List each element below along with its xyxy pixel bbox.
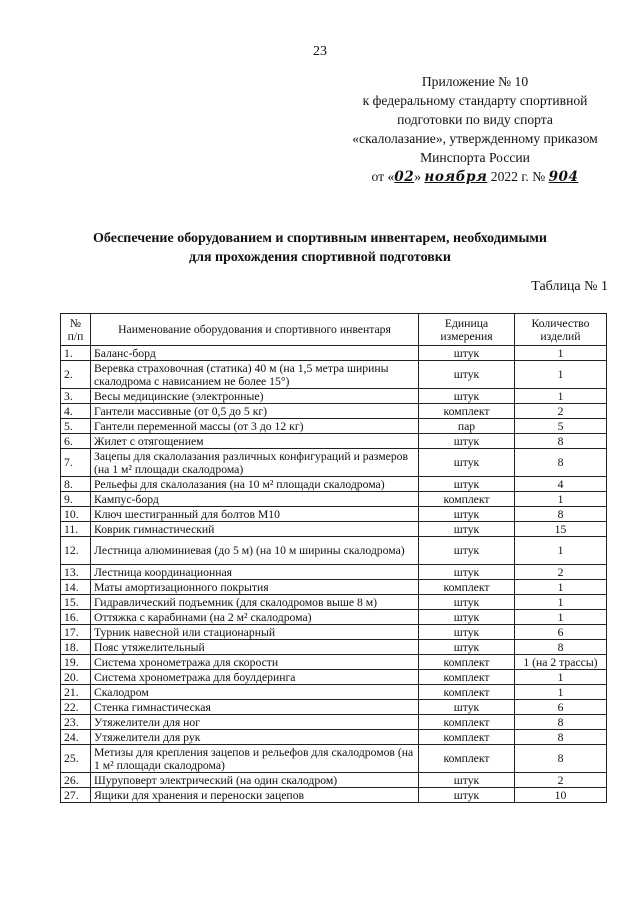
table-row (61, 346, 607, 361)
cell-name: Рельефы для скалолазания (на 10 м² площади скалодрома) (91, 477, 419, 492)
title-line: для прохождения спортивной подготовки (189, 250, 451, 265)
annex-line: подготовки по виду спорта (397, 112, 553, 127)
cell-unit: штук (419, 449, 515, 477)
cell-qty: 4 (515, 477, 607, 492)
cell-name: Стенка гимнастическая (91, 700, 419, 715)
cell-qty: 6 (515, 700, 607, 715)
table-body (61, 346, 607, 803)
cell-qty: 10 (515, 788, 607, 803)
cell-num: 24. (61, 730, 91, 745)
table-row (61, 404, 607, 419)
cell-num: 19. (61, 655, 91, 670)
cell-unit: штук (419, 507, 515, 522)
cell-num: 7. (61, 449, 91, 477)
header-unit: Единица измерения (419, 314, 515, 346)
cell-name: Оттяжка с карабинами (на 2 м² скалодрома) (91, 610, 419, 625)
cell-num: 6. (61, 434, 91, 449)
cell-num: 26. (61, 773, 91, 788)
cell-name: Кампус-борд (91, 492, 419, 507)
cell-num: 25. (61, 745, 91, 773)
table-row (61, 537, 607, 565)
cell-name: Зацепы для скалолазания различных конфигураций и размеров (на 1 м² площади скалодрома) (91, 449, 419, 477)
cell-unit: штук (419, 361, 515, 389)
table-header-row (61, 314, 607, 346)
cell-name: Коврик гимнастический (91, 522, 419, 537)
cell-name: Гантели массивные (от 0,5 до 5 кг) (91, 404, 419, 419)
table-row (61, 361, 607, 389)
cell-unit: штук (419, 434, 515, 449)
cell-name: Скалодром (91, 685, 419, 700)
header-qty: Количество изделий (515, 314, 607, 346)
handwritten-month: ноября (424, 169, 488, 185)
cell-qty: 8 (515, 730, 607, 745)
cell-name: Баланс-борд (91, 346, 419, 361)
table-caption: Таблица № 1 (531, 279, 608, 294)
table-row (61, 640, 607, 655)
cell-num: 17. (61, 625, 91, 640)
cell-num: 21. (61, 685, 91, 700)
date-prefix: от « (371, 169, 395, 184)
cell-num: 16. (61, 610, 91, 625)
cell-num: 11. (61, 522, 91, 537)
cell-qty: 5 (515, 419, 607, 434)
table-row (61, 655, 607, 670)
cell-name: Гидравлический подъемник (для скалодромов выше 8 м) (91, 595, 419, 610)
cell-qty: 1 (515, 610, 607, 625)
cell-name: Лестница координационная (91, 565, 419, 580)
table-row (61, 670, 607, 685)
cell-qty: 15 (515, 522, 607, 537)
cell-unit: комплект (419, 745, 515, 773)
cell-name: Метизы для крепления зацепов и рельефов для скалодромов (на 1 м² площади скалодрома) (91, 745, 419, 773)
header-num: № п/п (61, 314, 91, 346)
table-row (61, 449, 607, 477)
cell-name: Гантели переменной массы (от 3 до 12 кг) (91, 419, 419, 434)
cell-qty: 8 (515, 449, 607, 477)
annex-line: Приложение № 10 (421, 74, 529, 89)
cell-qty: 2 (515, 773, 607, 788)
cell-unit: штук (419, 346, 515, 361)
cell-num: 27. (61, 788, 91, 803)
cell-unit: комплект (419, 730, 515, 745)
cell-name: Система хронометража для боулдеринга (91, 670, 419, 685)
cell-name: Система хронометража для скорости (91, 655, 419, 670)
cell-unit: штук (419, 477, 515, 492)
cell-num: 22. (61, 700, 91, 715)
annex-line: Минспорта России (420, 150, 530, 165)
title-line: Обеспечение оборудованием и спортивным инвентарем, необходимыми (93, 231, 547, 246)
cell-name: Жилет с отягощением (91, 434, 419, 449)
cell-num: 12. (61, 537, 91, 565)
cell-unit: пар (419, 419, 515, 434)
cell-num: 18. (61, 640, 91, 655)
cell-qty: 2 (515, 565, 607, 580)
cell-num: 5. (61, 419, 91, 434)
cell-name: Пояс утяжелительный (91, 640, 419, 655)
cell-qty: 1 (515, 670, 607, 685)
cell-unit: комплект (419, 655, 515, 670)
cell-name: Утяжелители для рук (91, 730, 419, 745)
cell-unit: штук (419, 565, 515, 580)
table-row (61, 685, 607, 700)
cell-num: 15. (61, 595, 91, 610)
cell-num: 14. (61, 580, 91, 595)
cell-num: 8. (61, 477, 91, 492)
document-title (40, 229, 600, 267)
cell-num: 23. (61, 715, 91, 730)
cell-unit: комплект (419, 580, 515, 595)
cell-qty: 6 (515, 625, 607, 640)
cell-qty: 1 (на 2 трассы) (515, 655, 607, 670)
cell-num: 9. (61, 492, 91, 507)
cell-unit: штук (419, 522, 515, 537)
table-row (61, 700, 607, 715)
date-mid: » (414, 169, 422, 184)
cell-qty: 8 (515, 745, 607, 773)
cell-qty: 1 (515, 346, 607, 361)
table-row (61, 492, 607, 507)
cell-name: Турник навесной или стационарный (91, 625, 419, 640)
cell-qty: 1 (515, 595, 607, 610)
cell-num: 2. (61, 361, 91, 389)
cell-qty: 1 (515, 580, 607, 595)
cell-unit: комплект (419, 492, 515, 507)
table-row (61, 610, 607, 625)
table-row (61, 745, 607, 773)
table-row (61, 625, 607, 640)
cell-name: Веревка страховочная (статика) 40 м (на 1,5 метра ширины скалодрома с нависанием не более 15°) (91, 361, 419, 389)
table-row (61, 419, 607, 434)
annex-line: «скалолазание», утвержденному приказом (352, 131, 598, 146)
cell-qty: 1 (515, 492, 607, 507)
cell-name: Утяжелители для ног (91, 715, 419, 730)
cell-name: Весы медицинские (электронные) (91, 389, 419, 404)
date-year: 2022 г. № (490, 169, 546, 184)
table-row (61, 522, 607, 537)
table-row (61, 507, 607, 522)
cell-name: Шуруповерт электрический (на один скалодром) (91, 773, 419, 788)
cell-unit: штук (419, 389, 515, 404)
order-date-line (325, 167, 625, 187)
cell-name: Ключ шестигранный для болтов М10 (91, 507, 419, 522)
cell-qty: 8 (515, 640, 607, 655)
cell-num: 20. (61, 670, 91, 685)
cell-num: 4. (61, 404, 91, 419)
cell-qty: 1 (515, 389, 607, 404)
cell-num: 1. (61, 346, 91, 361)
cell-num: 10. (61, 507, 91, 522)
cell-name: Маты амортизационного покрытия (91, 580, 419, 595)
table-row (61, 788, 607, 803)
page-number: 23 (313, 44, 327, 59)
table-row (61, 477, 607, 492)
cell-unit: комплект (419, 685, 515, 700)
cell-name: Лестница алюминиевая (до 5 м) (на 10 м ширины скалодрома) (91, 537, 419, 565)
table-row (61, 389, 607, 404)
handwritten-day: 02 (394, 169, 415, 185)
table-row (61, 434, 607, 449)
cell-qty: 1 (515, 537, 607, 565)
cell-qty: 8 (515, 507, 607, 522)
table-row (61, 715, 607, 730)
annex-block (325, 72, 625, 187)
cell-num: 3. (61, 389, 91, 404)
cell-unit: штук (419, 788, 515, 803)
cell-unit: штук (419, 625, 515, 640)
cell-unit: штук (419, 610, 515, 625)
table-row (61, 565, 607, 580)
cell-unit: штук (419, 595, 515, 610)
cell-qty: 8 (515, 434, 607, 449)
annex-line: к федеральному стандарту спортивной (362, 93, 588, 108)
cell-qty: 8 (515, 715, 607, 730)
cell-unit: штук (419, 640, 515, 655)
equipment-table (60, 313, 607, 803)
cell-unit: комплект (419, 715, 515, 730)
cell-qty: 2 (515, 404, 607, 419)
cell-qty: 1 (515, 361, 607, 389)
cell-qty: 1 (515, 685, 607, 700)
table-row (61, 595, 607, 610)
table-row (61, 773, 607, 788)
handwritten-order-number: 904 (548, 169, 579, 185)
cell-name: Ящики для хранения и переноски зацепов (91, 788, 419, 803)
cell-unit: штук (419, 537, 515, 565)
cell-unit: штук (419, 700, 515, 715)
header-name: Наименование оборудования и спортивного инвентаря (91, 314, 419, 346)
table-row (61, 730, 607, 745)
table-row (61, 580, 607, 595)
cell-num: 13. (61, 565, 91, 580)
cell-unit: комплект (419, 670, 515, 685)
cell-unit: комплект (419, 404, 515, 419)
cell-unit: штук (419, 773, 515, 788)
